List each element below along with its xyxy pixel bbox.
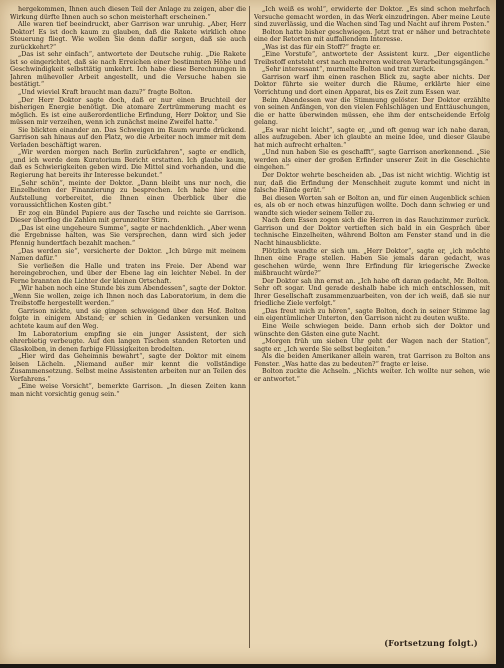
paragraph: Er zog ein Bündel Papiere aus der Tasche und reichte sie Garrison. Dieser überflog die Zahlen mit gerunzelter Stirn.: [10, 208, 246, 225]
paragraph: Als die beiden Amerikaner allein waren, trat Garrison zu Bolton ans Fenster. „Was hatte das zu bedeuten?“ fragte er leise.: [254, 352, 490, 368]
paragraph: Bolton zuckte die Achseln. „Nichts weiter. Ich wollte nur sehen, wie er antwortet.“: [254, 367, 490, 383]
paragraph: „Wir werden morgen nach Berlin zurückfahren“, sagte er endlich, „und ich werde dem Kuratorium Bericht erstatten. Ich glaube kaum, daß es Schwierigkeiten geben wird. Die Mittel sind vorhanden, und die Regierung hat bereits ihr Interesse bekundet.“: [10, 148, 246, 180]
continuation-note: (Fortsetzung folgt.): [384, 638, 478, 648]
text-column-right: [254, 6, 490, 646]
page-edge-shadow: [496, 0, 504, 668]
paragraph: „Und nun haben Sie es geschafft“, sagte Garrison anerkennend. „Sie werden als einer der großen Erfinder unserer Zeit in die Geschichte eingehen.“: [254, 148, 490, 172]
page-bottom-shadow: [0, 664, 504, 668]
paragraph: Der Doktor wehrte bescheiden ab. „Das ist nicht wichtig. Wichtig ist nur, daß die Erfindung der Menschheit zugute kommt und nicht in falsche Hände gerät.“: [254, 171, 490, 195]
paragraph: Sie verließen die Halle und traten ins Freie. Der Abend war hereingebrochen, und über der Ebene lag ein leichter Nebel. In der Ferne brannten die Lichter der kleinen Ortschaft.: [10, 261, 246, 285]
paragraph: „Hier wird das Geheimnis bewahrt“, sagte der Doktor mit einem leisen Lächeln. „Niemand außer mir kennt die vollständige Zusammensetzung. Selbst meine Assistenten arbeiten nur an Teilen des Verfahrens.“: [10, 352, 246, 383]
paragraph: „Es war nicht leicht“, sagte er, „und oft genug war ich nahe daran, alles aufzugeben. Aber ich glaubte an meine Idee, und dieser Glaube hat mich aufrecht erhalten.“: [254, 125, 490, 149]
paragraph: Bolton hatte bisher geschwiegen. Jetzt trat er näher und betrachtete eine der Retorten mit auffallendem Interesse.: [254, 27, 490, 44]
paragraph: „Der Herr Doktor sagte doch, daß er nur einen Bruchteil der bisherigen Energie benötigt. Die atomare Zertrümmerung macht es möglich. Es ist eine außerordentliche Erfindung, Herr Doktor, und Sie müssen mir verzeihen, wenn ich zunächst meine Zweifel hatte.“: [10, 95, 246, 127]
paragraph: Sie blickten einander an. Das Schweigen im Raum wurde drückend. Garrison sah hinaus auf den Platz, wo die Arbeiter noch immer mit dem Verladen beschäftigt waren.: [10, 125, 246, 149]
paragraph: Garrison warf ihm einen raschen Blick zu, sagte aber nichts. Der Doktor führte sie weiter durch die Räume, erklärte hier eine Vorrichtung und dort einen Apparat, bis es Zeit zum Essen war.: [254, 72, 490, 97]
paragraph: „Eine weise Vorsicht“, bemerkte Garrison. „In diesen Zeiten kann man nicht vorsichtig genug sein.“: [10, 382, 246, 398]
paragraph: Nach dem Essen zogen sich die Herren in das Rauchzimmer zurück. Garrison und der Doktor vertieften sich bald in ein Gespräch über technische Einzelheiten, während Bolton am Fenster stand und in die Nacht hinausblickte.: [254, 216, 490, 247]
paragraph: „Sehr schön“, meinte der Doktor. „Dann bleibt uns nur noch, die Einzelheiten der Finanzierung zu besprechen. Ich habe hier eine Aufstellung vorbereitet, die Ihnen einen Überblick über die voraussichtlichen Kosten gibt.“: [10, 178, 246, 210]
paragraph: „Wir haben noch eine Stunde bis zum Abendessen“, sagte der Doktor. „Wenn Sie wollen, zeige ich Ihnen noch das Laboratorium, in dem die Treibstoffe hergestellt werden.“: [10, 284, 246, 308]
column-divider: [249, 6, 250, 648]
paragraph: „Ich weiß es wohl“, erwiderte der Doktor. „Es sind schon mehrfach Versuche gemacht worden, in das Werk einzudringen. Aber meine Leute sind zuverlässig, und die Wachen sind Tag und Nacht auf ihrem Posten.“: [254, 6, 490, 29]
paragraph: hergekommen, Ihnen auch diesen Teil der Anlage zu zeigen, aber die Wirkung dürfte Ihnen auch so schon meisterhaft erscheinen.“: [10, 6, 246, 21]
paragraph: Der Doktor sah ihn ernst an. „Ich habe oft daran gedacht, Mr. Bolton. Sehr oft sogar. Und gerade deshalb habe ich mich entschlossen, mit Ihrer Gesellschaft zusammenzuarbeiten, von der ich weiß, daß sie nur friedliche Ziele verfolgt.“: [254, 276, 490, 308]
paragraph: „Das ist eine ungeheure Summe“, sagte er nachdenklich. „Aber wenn die Ergebnisse halten, was Sie versprechen, dann wird sich jeder Pfennig hundertfach bezahlt machen.“: [10, 223, 246, 247]
text-column-left: [10, 6, 246, 646]
paragraph: Eine Weile schwiegen beide. Dann erhob sich der Doktor und wünschte den Gästen eine gute Nacht.: [254, 321, 490, 338]
paragraph: Bei diesen Worten sah er Bolton an, und für einen Augenblick schien es, als ob er noch etwas hinzufügen wollte. Doch dann schwieg er und wandte sich wieder seinem Teller zu.: [254, 193, 490, 217]
paragraph: „Sehr interessant“, murmelte Bolton und trat zurück.: [262, 65, 436, 74]
paragraph: Im Laboratorium empfing sie ein junger Assistent, der sich ehrerbietig verbeugte. Auf den langen Tischen standen Retorten und Glaskolben, in denen farbige Flüssigkeiten brodelten.: [10, 329, 246, 353]
paragraph: „Morgen früh um sieben Uhr geht der Wagen nach der Station“, sagte er. „Ich werde Sie selbst begleiten.“: [254, 337, 490, 353]
paragraph: Alle waren tief beeindruckt, aber Garrison war unruhig. „Aber, Herr Doktor! Es ist doch kaum zu glauben, daß die Rakete wirklich ohne Steuerung fliegt. Wie wollen Sie denn dafür sorgen, daß sie auch zurückkehrt?“: [10, 20, 246, 51]
paragraph: Plötzlich wandte er sich um. „Herr Doktor“, sagte er, „ich möchte Ihnen eine Frage stellen. Haben Sie jemals daran gedacht, was geschehen würde, wenn Ihre Erfindung für kriegerische Zwecke mißbraucht würde?“: [254, 246, 490, 278]
paragraph: Garrison nickte, und sie gingen schweigend über den Hof. Bolton folgte in einigem Abstand; er schien in Gedanken versunken und achtete kaum auf den Weg.: [10, 306, 246, 330]
paragraph: „Was ist das für ein Stoff?“ fragte er.: [262, 42, 381, 51]
paragraph: „Das ist sehr einfach“, antwortete der Deutsche ruhig. „Die Rakete ist so eingerichtet, daß sie nach Erreichen einer bestimmten Höhe und Geschwindigkeit selbsttätig umkehrt. Ich habe diese Berechnungen in Jahren mühevoller Arbeit angestellt, und die Versuche haben sie bestätigt.“: [10, 50, 246, 89]
paragraph: „Das werden sie“, versicherte der Doktor. „Ich bürge mit meinem Namen dafür.“: [10, 246, 246, 263]
paragraph: „Eine Vorstufe“, antwortete der Assistent kurz. „Der eigentliche Treibstoff entsteht erst nach mehreren weiteren Verarbeitungsgängen.“: [254, 50, 490, 66]
paragraph: Beim Abendessen war die Stimmung gelöster. Der Doktor erzählte von seinen Anfängen, von den vielen Fehlschlägen und Enttäuschungen, die er hatte überwinden müssen, ehe ihm der entscheidende Erfolg gelang.: [254, 95, 490, 127]
paragraph: „Und wieviel Kraft braucht man dazu?“ fragte Bolton.: [18, 88, 193, 97]
paragraph: „Das freut mich zu hören“, sagte Bolton, doch in seiner Stimme lag ein eigentümlicher Unterton, den Garrison nicht zu deuten wußte.: [254, 306, 490, 323]
